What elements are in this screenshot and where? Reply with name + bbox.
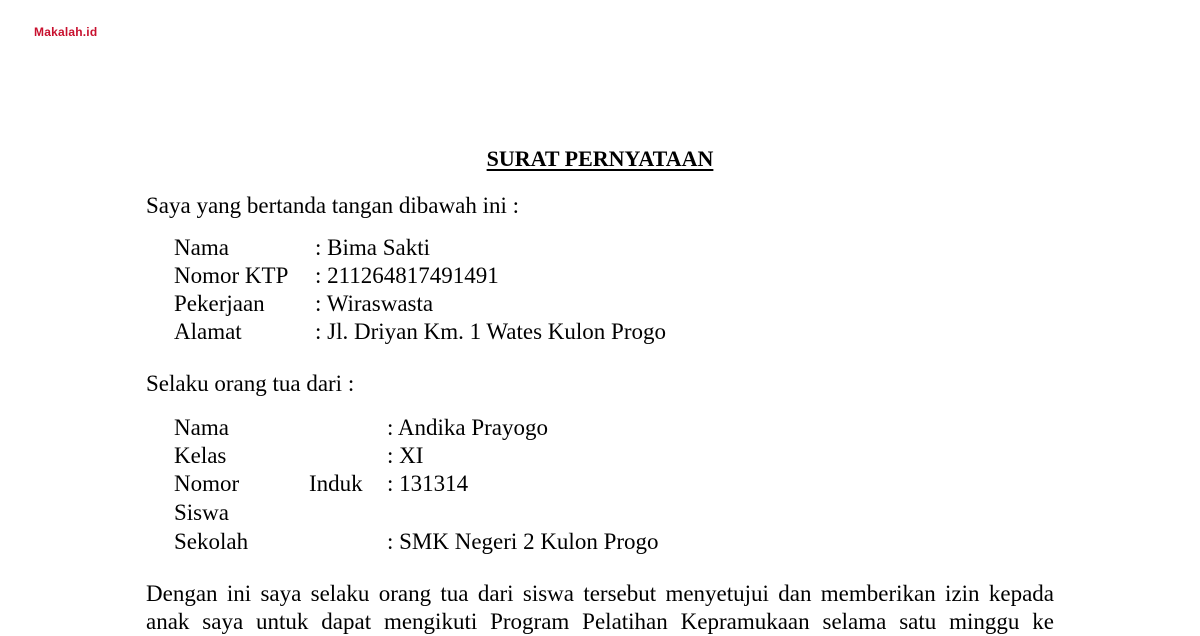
parent-name-label: Nama: [174, 235, 229, 260]
student-class-label: Kelas: [174, 443, 227, 468]
student-nis-value: : 131314: [387, 471, 469, 496]
parent-address-value: : Jl. Driyan Km. 1 Wates Kulon Progo: [315, 319, 667, 344]
parent-name-value: : Bima Sakti: [315, 235, 430, 260]
intro-text: Saya yang bertanda tangan dibawah ini :: [146, 193, 519, 218]
student-nis-label-1: Nomor: [174, 471, 240, 496]
document-title: SURAT PERNYATAAN: [486, 146, 714, 171]
parent-address-label: Alamat: [174, 319, 242, 344]
student-school-value: : SMK Negeri 2 Kulon Progo: [387, 529, 659, 554]
student-nis-label-2: Induk: [309, 471, 363, 496]
student-name-value: : Andika Prayogo: [387, 415, 548, 440]
student-name-label: Nama: [174, 415, 229, 440]
parent-job-value: : Wiraswasta: [315, 291, 434, 316]
student-class-value: : XI: [387, 443, 424, 468]
parent-ktp-label: Nomor KTP: [174, 263, 289, 288]
student-school-label: Sekolah: [174, 529, 249, 554]
parent-of-text: Selaku orang tua dari :: [146, 371, 355, 396]
parent-job-label: Pekerjaan: [174, 291, 265, 316]
watermark-logo: Makalah.id: [34, 25, 98, 39]
statement-line-2: anak saya untuk dapat mengikuti Program Pelatihan Kepramukaan selama satu minggu ke: [146, 609, 1054, 634]
statement-line-1: Dengan ini saya selaku orang tua dari siswa tersebut menyetujui dan memberikan izin kepada: [146, 581, 1054, 606]
student-nis-label-3: Siswa: [174, 500, 229, 525]
parent-ktp-value: : 211264817491491: [315, 263, 499, 288]
